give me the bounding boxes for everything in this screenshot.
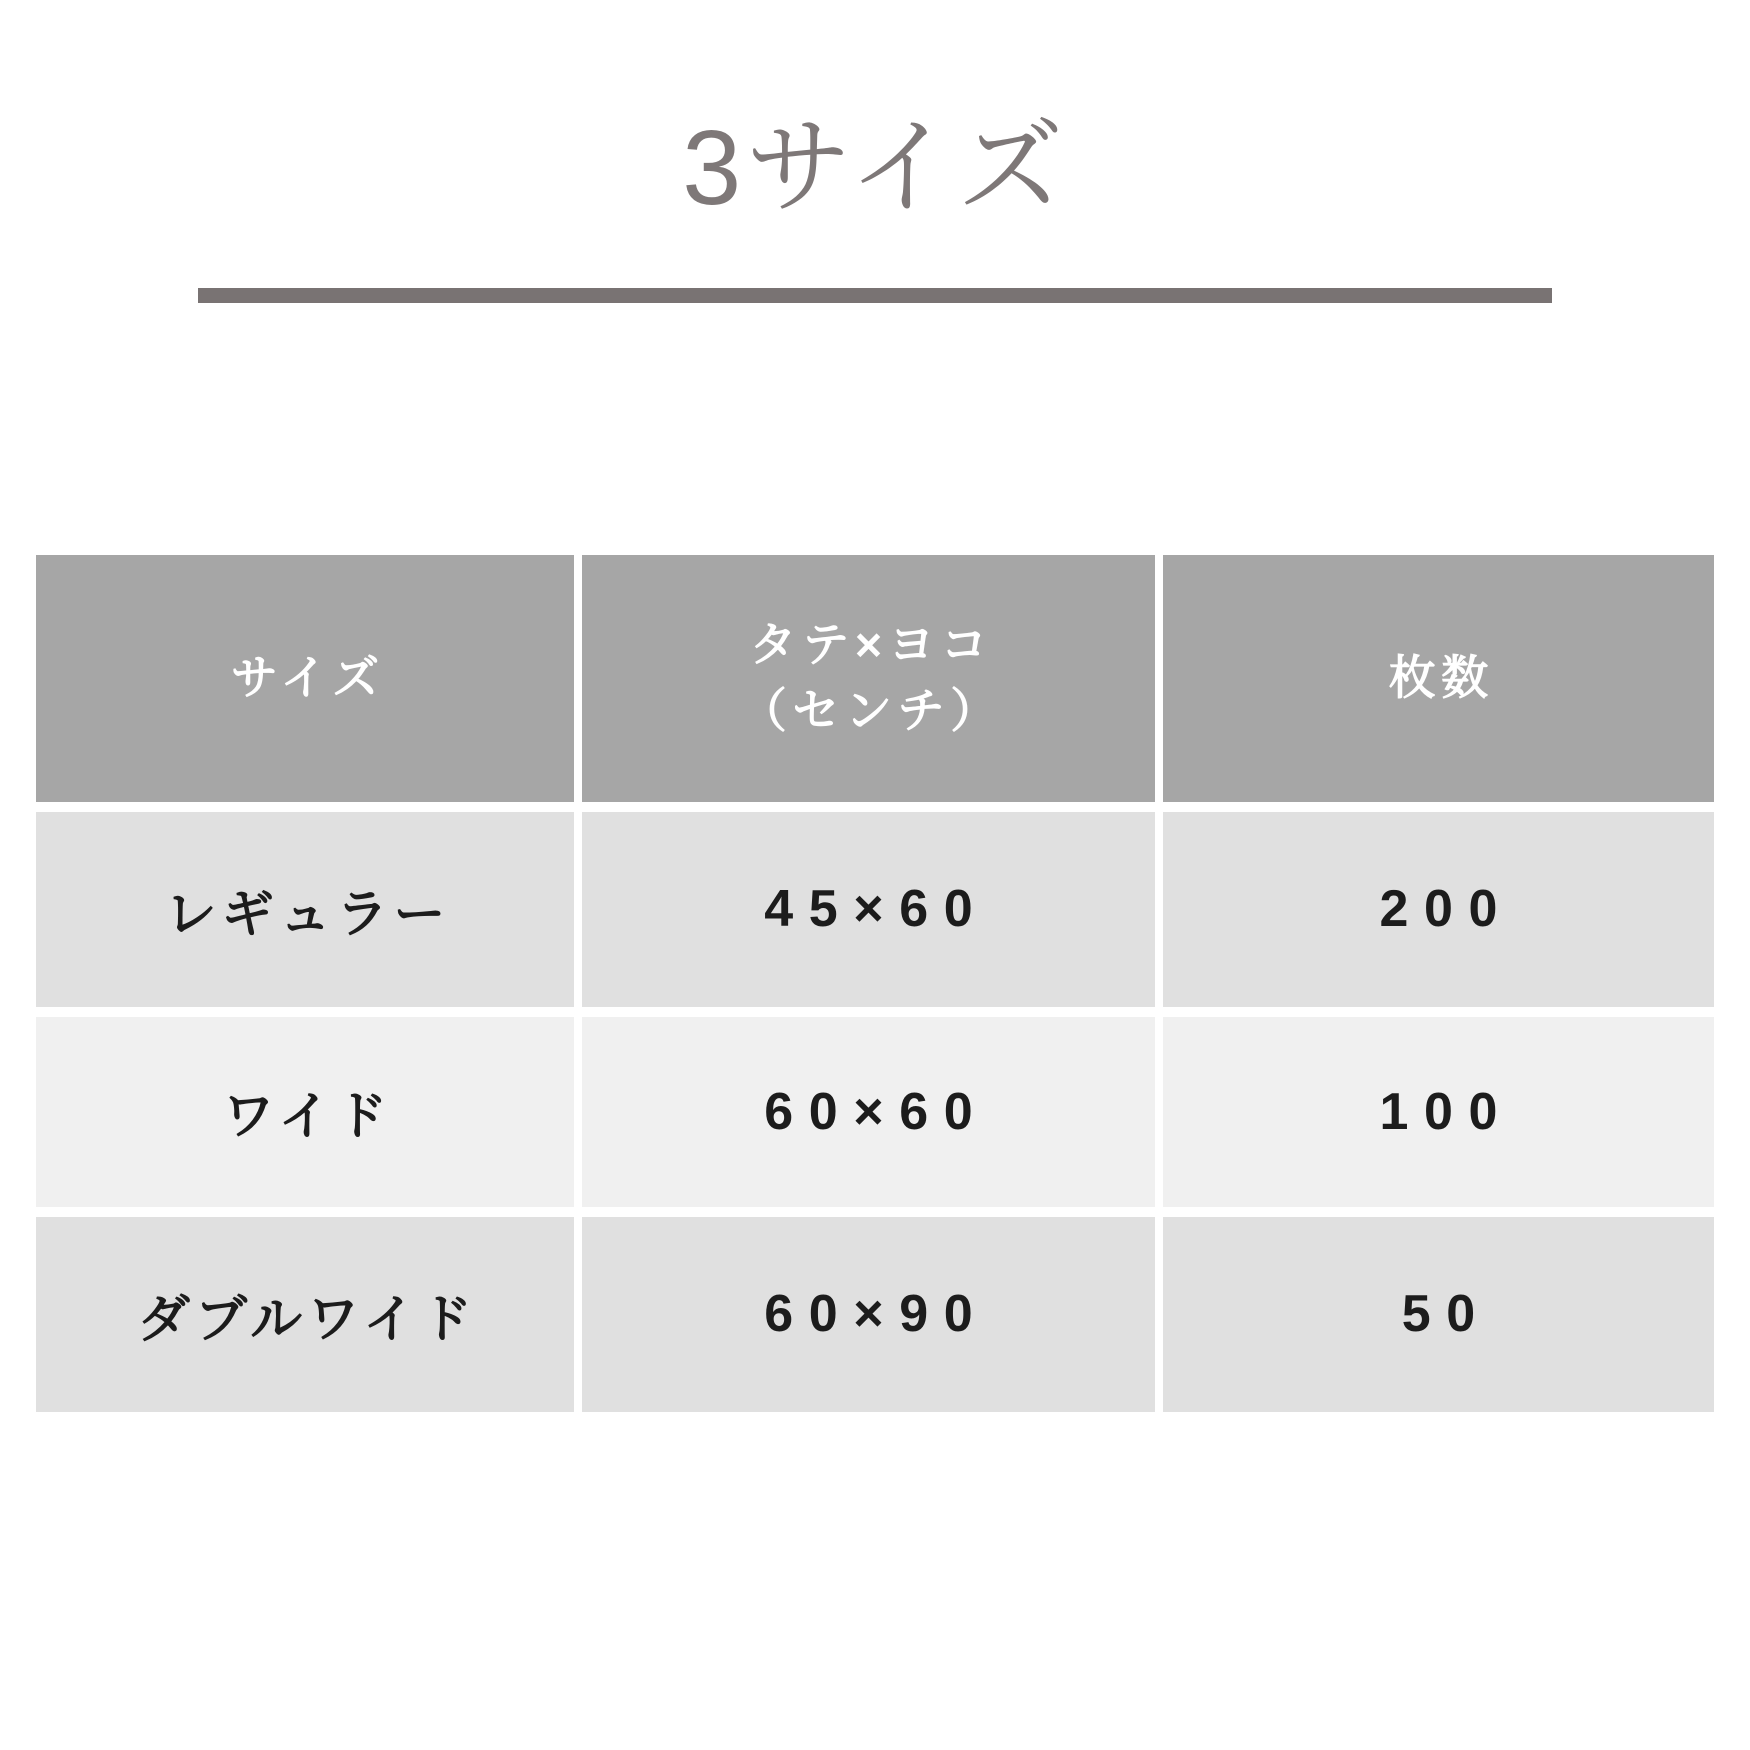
cell-count: 100 (1163, 1017, 1714, 1207)
cell-size: ダブルワイド (36, 1217, 574, 1412)
page-title: 3サイズ (682, 109, 1068, 227)
title-underline (198, 288, 1552, 303)
column-header-dimensions-label: タテ×ヨコ (749, 618, 994, 672)
cell-dimensions: 60×60 (582, 1017, 1155, 1207)
cell-dimensions: 45×60 (582, 812, 1155, 1007)
column-header-count (1163, 555, 1714, 802)
cell-count: 200 (1163, 812, 1714, 1007)
column-header-count-label: 枚数 (1388, 651, 1494, 705)
cell-dimensions: 60×90 (582, 1217, 1155, 1412)
column-header-size-label: サイズ (230, 651, 385, 705)
column-header-size (36, 555, 574, 802)
column-header-dimensions (582, 555, 1155, 802)
cell-size: レギュラー (36, 812, 574, 1007)
column-header-dimensions-sublabel: （センチ） (739, 684, 1003, 738)
cell-count: 50 (1163, 1217, 1714, 1412)
size-table (36, 555, 1714, 1412)
cell-size: ワイド (36, 1017, 574, 1207)
